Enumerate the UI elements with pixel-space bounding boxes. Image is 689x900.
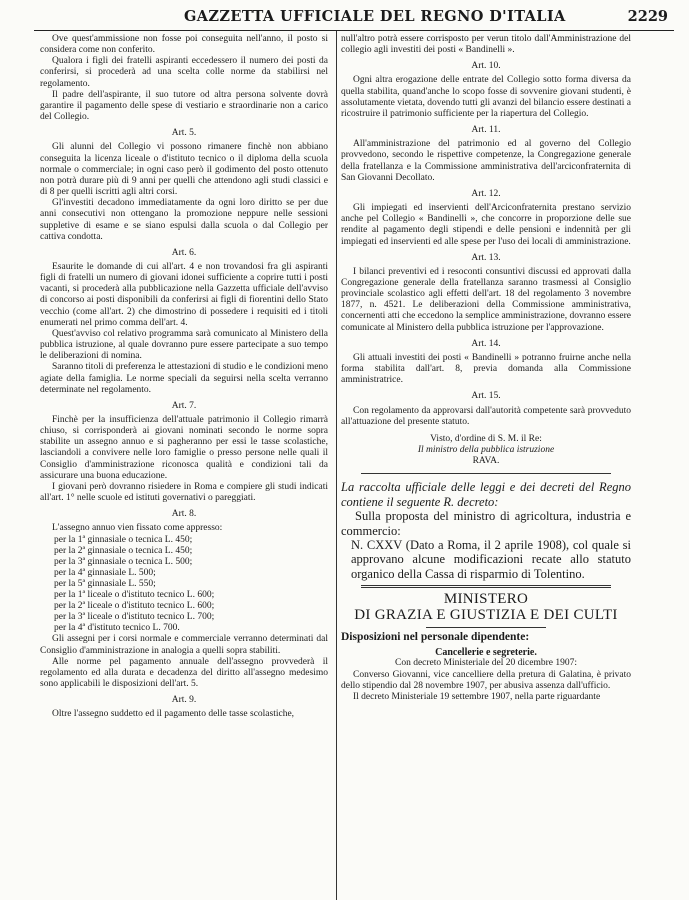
- list-item: per la 1ª liceale o d'istituto tecnico L. 600;: [54, 590, 215, 601]
- article-heading: Art. 9.: [171, 695, 197, 706]
- signature-name: RAVA.: [472, 456, 500, 467]
- ministry-subtitle: DI GRAZIA E GIUSTIZIA E DEI CULTI: [354, 606, 618, 623]
- header-rule: [34, 30, 674, 31]
- page-header: [34, 6, 674, 28]
- paragraph: Il decreto Ministeriale 19 settembre 1907, nella parte riguardante: [353, 691, 601, 702]
- article-heading: Art. 11.: [471, 125, 501, 136]
- paragraph: I bilanci preventivi ed i resoconti consuntivi discussi ed approvati dalla Congregazione generale della fratellanza saranno trasmessi al Consiglio provinciale scolastico agli effetti dell'art. 18 del regolamento 3 novembre 1877, n. 4521. Le deliberazioni della Commissione amministrativa, concernenti atti che eccedono la semplice amministrazione, dovranno essere comunicate al Ministero della pubblica istruzione per l'approvazione.: [341, 266, 631, 333]
- paragraph: Quest'avviso col relativo programma sarà comunicato al Ministero della pubblica istruzione, al quale dovranno pure essere partecipate a suo tempo le deliberazioni di nomina.: [40, 328, 328, 362]
- paragraph: Esaurite le domande di cui all'art. 4 e non trovandosi fra gli aspiranti figli di fratelli un numero di giovani idonei sufficiente a coprire tutti i posti vacanti, si procederà alla pubblicazione nella Gazzetta ufficiale dell'avviso di concorso ai posti disponibili da conferirsi ai figli di fiorentini dello Stato vecchio (come all'art. 2) che dimostrino di possedere i requisiti ed i titoli enumerati nel primo comma dell'art. 4.: [40, 261, 328, 328]
- paragraph: null'altro potrà essere corrisposto per verun titolo dall'Amministrazione del collegio agli investiti dei posti « Bandinelli ».: [341, 34, 631, 56]
- signature-title: Il ministro della pubblica istruzione: [417, 445, 555, 455]
- paragraph: Converso Giovanni, vice cancelliere della pretura di Galatina, è privato dello stipendio dal 28 novembre 1907, per abusiva assenza dall'ufficio.: [341, 669, 631, 691]
- list-item: per la 1ª ginnasiale o tecnica L. 450;: [54, 534, 193, 545]
- paragraph: Gl'investiti decadono immediatamente da ogni loro diritto se per due anni consecutivi non ottengano la promozione neppure nelle sessioni suppletive di esame e se siano espulsi dalla scuola o dal Collegio per cattiva condotta.: [40, 198, 328, 242]
- section-rule: [361, 585, 611, 588]
- paragraph: Sulla proposta del ministro di agricoltura, industria e commercio:: [341, 509, 631, 538]
- article-heading: Art. 14.: [471, 338, 501, 349]
- list-item: per la 3ª ginnasiale o tecnica L. 500;: [54, 556, 193, 567]
- paragraph: Ogni altra erogazione delle entrate del Collegio sotto forma diversa da quella stabilita, quand'anche lo scopo fosse di sovvenire giovani studenti, è assolutamente vietata, dovendo tutti gli avanzi del bilancio essere destinati a ricostruire il patrimonio sufficiente per la riapertura del Collegio.: [341, 75, 631, 119]
- list-item: per la 2ª ginnasiale o tecnica L. 450;: [54, 545, 193, 556]
- paragraph: All'amministrazione del patrimonio ed al governo del Collegio provvedono, secondo le rispettive competenze, la Congregazione generale della fratellanza e la Commissione amministrativa dell'arciconfraternita di San Giovanni Decollato.: [341, 139, 631, 183]
- article-heading: Art. 12.: [471, 188, 501, 199]
- allowance-list: [40, 535, 328, 635]
- paragraph: Alle norme pel pagamento annuale dell'assegno provvederà il regolamento ed alla durata e decadenza del diritto all'assegno medesimo sono applicabili le disposizioni dell'art. 5.: [40, 656, 328, 690]
- decree-body: [341, 509, 631, 581]
- list-item: per la 4ª ginnasiale L. 500;: [54, 567, 156, 578]
- paragraph: Gli assegni per i corsi normale e commerciale verranno determinati dal Consiglio d'amministrazione in analogia a quelli sopra stabiliti.: [40, 634, 328, 656]
- article-heading: Art. 5.: [171, 128, 197, 139]
- section-heading: Disposizioni nel personale dipendente:: [341, 631, 530, 644]
- right-column: [341, 34, 631, 703]
- paragraph: Finchè per la insufficienza dell'attuale patrimonio il Collegio rimarrà chiuso, si corrisponderà ai giovani nominati secondo le norme sopra stabilite un assegno annuo e si pagheranno per essi le tasse scolastiche, lasciandoli a convivere nelle loro famiglie o presso persone nelle quali il Consiglio d'amministrazione riconosca qualità e condizioni tali da assicurare una buona educazione.: [40, 415, 328, 481]
- list-item: per la 4ª d'istituto tecnico L. 700.: [54, 623, 180, 634]
- section-rule: [426, 627, 546, 628]
- paragraph: Oltre l'assegno suddetto ed il pagamento delle tasse scolastiche,: [52, 709, 295, 720]
- paragraph: Con regolamento da approvarsi dall'autorità competente sarà provveduto all'attuazione del presente statuto.: [341, 405, 631, 427]
- page-number: 2229: [627, 8, 668, 25]
- article-heading: Art. 7.: [171, 400, 197, 411]
- paragraph: Gli alunni del Collegio vi possono rimanere finchè non abbiano conseguita la licenza liceale o d'istituto tecnico o il diploma della scuola normale o commerciale; in ogni caso però il godimento del posto ottenuto non potrà durare più di 9 anni per quelli che attendono agli studi classici e di 8 per quelli iscritti agli altri corsi.: [40, 142, 328, 198]
- decree-heading: La raccolta ufficiale delle leggi e dei decreti del Regno contiene il seguente R. decreto:: [341, 480, 631, 509]
- article-heading: Art. 8.: [171, 509, 197, 520]
- list-item: per la 2ª liceale o d'istituto tecnico L. 600;: [54, 601, 215, 612]
- paragraph: N. CXXV (Dato a Roma, il 2 aprile 1908), col quale si approvano alcune modificazioni recate allo statuto organico della Cassa di risparmio di Tolentino.: [351, 537, 631, 581]
- article-heading: Art. 13.: [471, 252, 501, 263]
- left-column: [40, 34, 328, 721]
- ministry-title: MINISTERO: [443, 591, 529, 608]
- paragraph: Qualora i figli dei fratelli aspiranti eccedessero il numero dei posti da conferirsi, si procederà ad una scelta colle norme da stabilirsi nel regolamento.: [40, 56, 328, 89]
- column-divider: [336, 31, 337, 900]
- paragraph: Gli impiegati ed inservienti dell'Arciconfraternita prestano servizio anche pel Collegio « Bandinelli », che concorre in proporzione delle sue rendite al pagamento degli stipendi e delle pensioni e indennità per gli impiegati ed inservienti ed alle spese per l'uso dei locali di amministrazione.: [341, 203, 631, 247]
- paragraph: Saranno titoli di preferenza le attestazioni di studio e le condizioni meno agiate della famiglia. Le norme speciali da seguirsi nella scelta verranno determinate nel regolamento.: [40, 362, 328, 395]
- paragraph: L'assegno annuo vien fissato come appresso:: [52, 523, 223, 534]
- article-heading: Art. 6.: [171, 247, 197, 258]
- gazette-title: GAZZETTA UFFICIALE DEL REGNO D'ITALIA: [184, 8, 566, 25]
- paragraph: Il padre dell'aspirante, il suo tutore od altra persona solvente dovrà garantire il pagamento delle spese di vestiario e straordinarie non a carico del Collegio.: [40, 89, 328, 123]
- list-item: per la 3ª liceale o d'istituto tecnico L. 700;: [54, 612, 215, 623]
- article-heading: Art. 10.: [471, 61, 501, 72]
- subsection-heading: Cancellerie e segreterie.: [435, 647, 537, 659]
- paragraph: Gli attuali investiti dei posti « Bandinelli » potranno fruirne anche nella forma stabilita dall'art. 8, previa domanda alla Commissione amministratrice.: [341, 352, 631, 386]
- signature-visto: Visto, d'ordine di S. M. il Re:: [430, 433, 542, 444]
- paragraph: I giovani però dovranno risiedere in Roma e compiere gli studi indicati all'art. 1° nelle scuole ed istituti governativi o pareggiati.: [40, 481, 328, 504]
- paragraph: Ove quest'ammissione non fosse poi conseguita nell'anno, il posto si considera come non conferito.: [40, 34, 328, 56]
- article-heading: Art. 15.: [471, 391, 501, 402]
- section-rule: [361, 473, 611, 474]
- decree-date: Con decreto Ministeriale del 20 dicembre 1907:: [394, 658, 578, 669]
- list-item: per la 5ª ginnasiale L. 550;: [54, 578, 156, 589]
